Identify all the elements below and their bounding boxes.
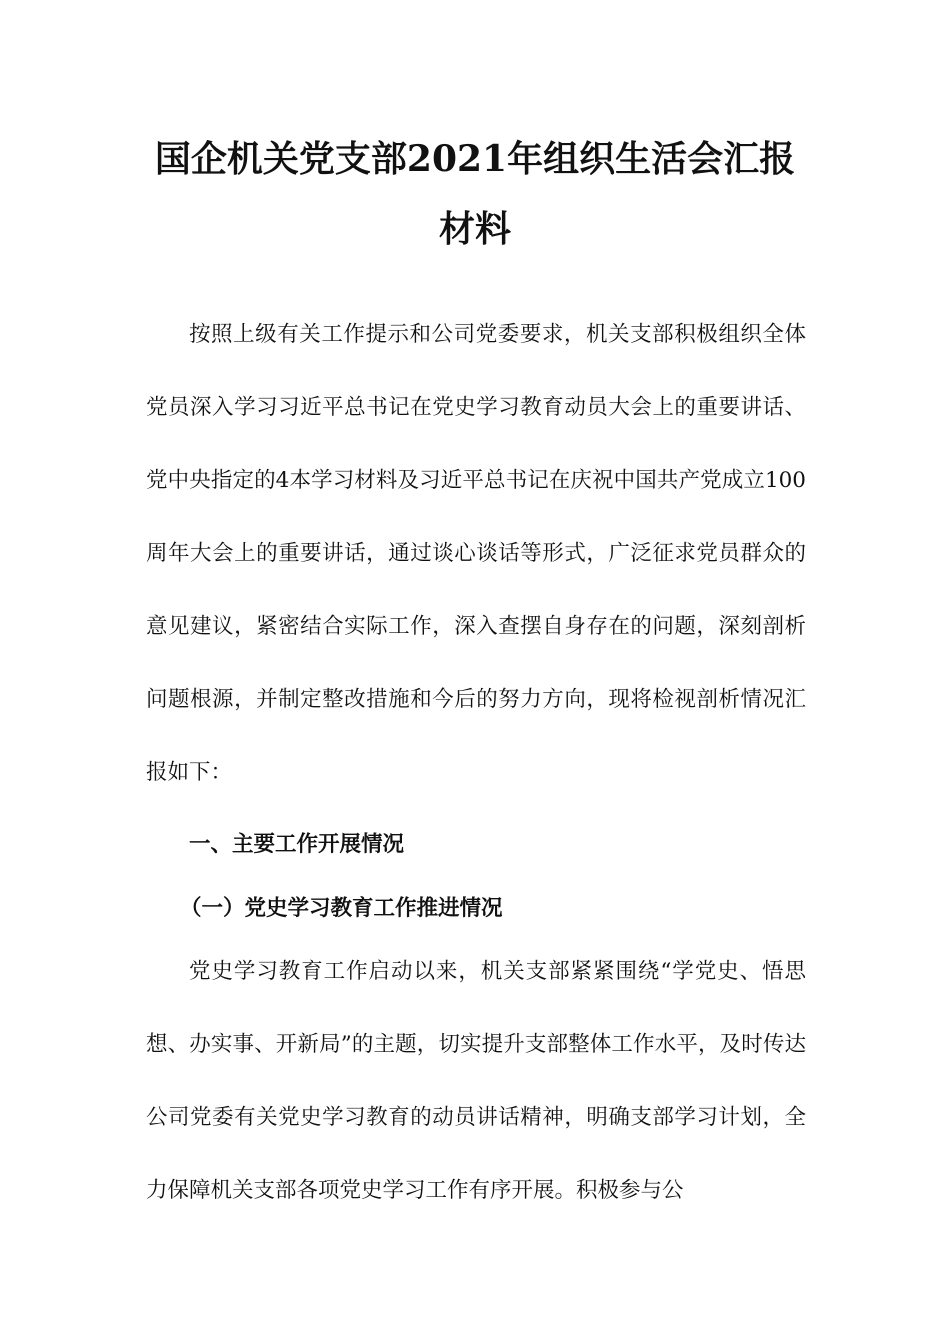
section-heading: 一、主要工作开展情况	[189, 832, 405, 857]
document-title: 国企机关党支部2021年组织生活会汇报材料	[154, 138, 796, 250]
subsection-heading: （一）党史学习教育工作推进情况	[180, 896, 503, 921]
intro-paragraph: 按照上级有关工作提示和公司党委要求，机关支部积极组织全体党员深入学习习近平总书记在党史学习教育动员大会上的重要讲话、党中央指定的4本学习材料及习近平总书记在庆祝中国共产党成立100周年大会上的重要讲话，通过谈心谈话等形式，广泛征求党员群众的意见建议，紧密结合实际工作，深入查摆自身存在的问题，深刻剖析问题根源，并制定整改措施和今后的努力方向，现将检视剖析情况汇报如下：	[146, 322, 806, 785]
section-paragraph: 党史学习教育工作启动以来，机关支部紧紧围绕“学党史、悟思想、办实事、开新局”的主题，切实提升支部整体工作水平，及时传达公司党委有关党史学习教育的动员讲话精神，明确支部学习计划，全力保障机关支部各项党史学习工作有序开展。积极参与公	[146, 959, 806, 1203]
